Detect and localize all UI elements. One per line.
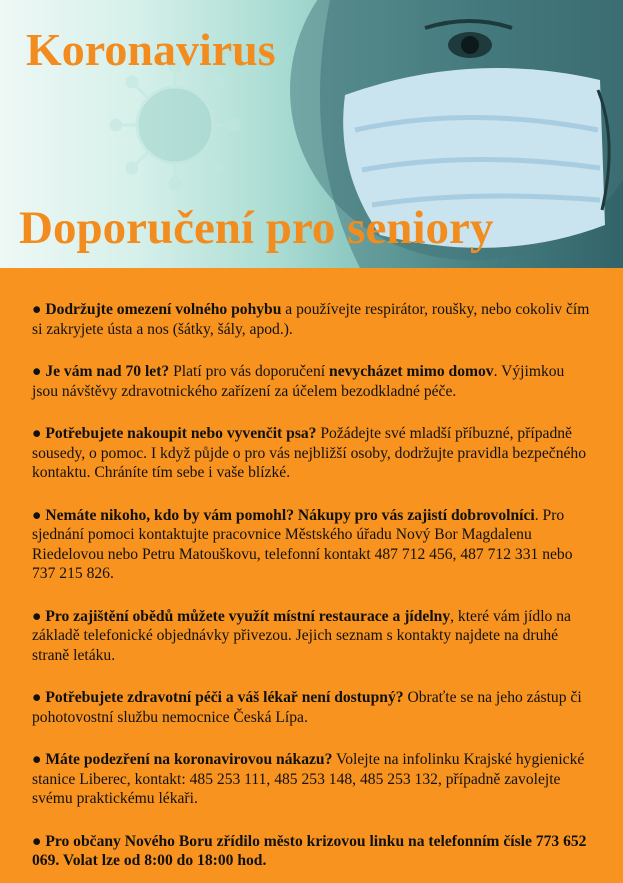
recommendation-emphasis: ● Pro zajištění obědů můžete využít místní restaurace a jídelny — [32, 607, 451, 625]
recommendation-item — [32, 832, 594, 871]
recommendation-emphasis: ● Je vám nad 70 let? — [32, 363, 170, 380]
recommendation-item — [32, 688, 594, 727]
recommendation-text: Požádejte své mladší příbuzné, případně sousedy, o pomoc. I když půjde o pro vás nejbližší osoby, dodržujte pravidla bezpečného kontaktu. Chráníte tím sebe i vaše blízké. — [32, 425, 587, 481]
recommendation-text: . Pro sjednání pomoci kontaktujte pracovnice Městského úřadu Nový Bor Magdalenu Riedelovou nebo Petru Matouškovu, telefonní kontakt 487 712 456, 487 712 331 nebo 737 215 826. — [32, 506, 573, 582]
recommendation-text: . Výjimkou jsou návštěvy zdravotnického zařízení za účelem bezodkladné péče. — [32, 363, 565, 400]
recommendation-item — [32, 300, 594, 339]
recommendation-item — [32, 424, 594, 483]
recommendation-text: Volejte na infolinku Krajské hygienické stanice Liberec, kontakt: 485 253 111, 485 253 148, 485 253 132, případně zavolejte svému praktickému lékaři. — [32, 751, 585, 807]
recommendations-list — [32, 300, 594, 883]
page-subtitle: Doporučení pro seniory — [19, 202, 494, 254]
recommendation-emphasis: ● Potřebujete zdravotní péči a váš lékař není dostupný? — [32, 689, 404, 706]
recommendation-text: , které vám jídlo na základě telefonické objednávky přivezou. Jejich seznam s kontakty najdete na druhé straně letáku. — [32, 607, 571, 664]
header-banner — [0, 0, 623, 268]
recommendation-text: a používejte respirátor, roušky, nebo cokoliv čím si zakryjete ústa a nos (šátky, šály, apod.). — [32, 301, 590, 338]
recommendation-text: Platí pro vás doporučení — [169, 363, 330, 380]
recommendation-text: Obraťte se na jeho zástup či pohotovostní službu nemocnice Česká Lípa. — [32, 689, 582, 726]
recommendation-item — [32, 607, 594, 666]
recommendation-emphasis: nevycházet mimo domov — [329, 363, 494, 380]
recommendation-emphasis: ● Potřebujete nakoupit nebo vyvenčit psa? — [32, 425, 317, 442]
recommendation-emphasis: ● Pro občany Nového Boru zřídilo město krizovou linku na telefonním čísle 773 652 069. Volat lze od 8:00 do 18:00 hod. — [32, 832, 587, 869]
recommendation-emphasis: ● Nemáte nikoho, kdo by vám pomohl? Nákupy pro vás zajistí dobrovolníci — [32, 506, 535, 524]
page-title: Koronavirus — [26, 24, 276, 75]
recommendation-emphasis: ● Dodržujte omezení volného pohybu — [32, 301, 282, 318]
recommendation-item — [32, 362, 594, 401]
recommendation-item — [32, 750, 594, 809]
recommendation-item — [32, 506, 594, 584]
virus-illustration — [111, 61, 239, 189]
recommendation-emphasis: ● Máte podezření na koronavirovou nákazu? — [32, 751, 333, 768]
